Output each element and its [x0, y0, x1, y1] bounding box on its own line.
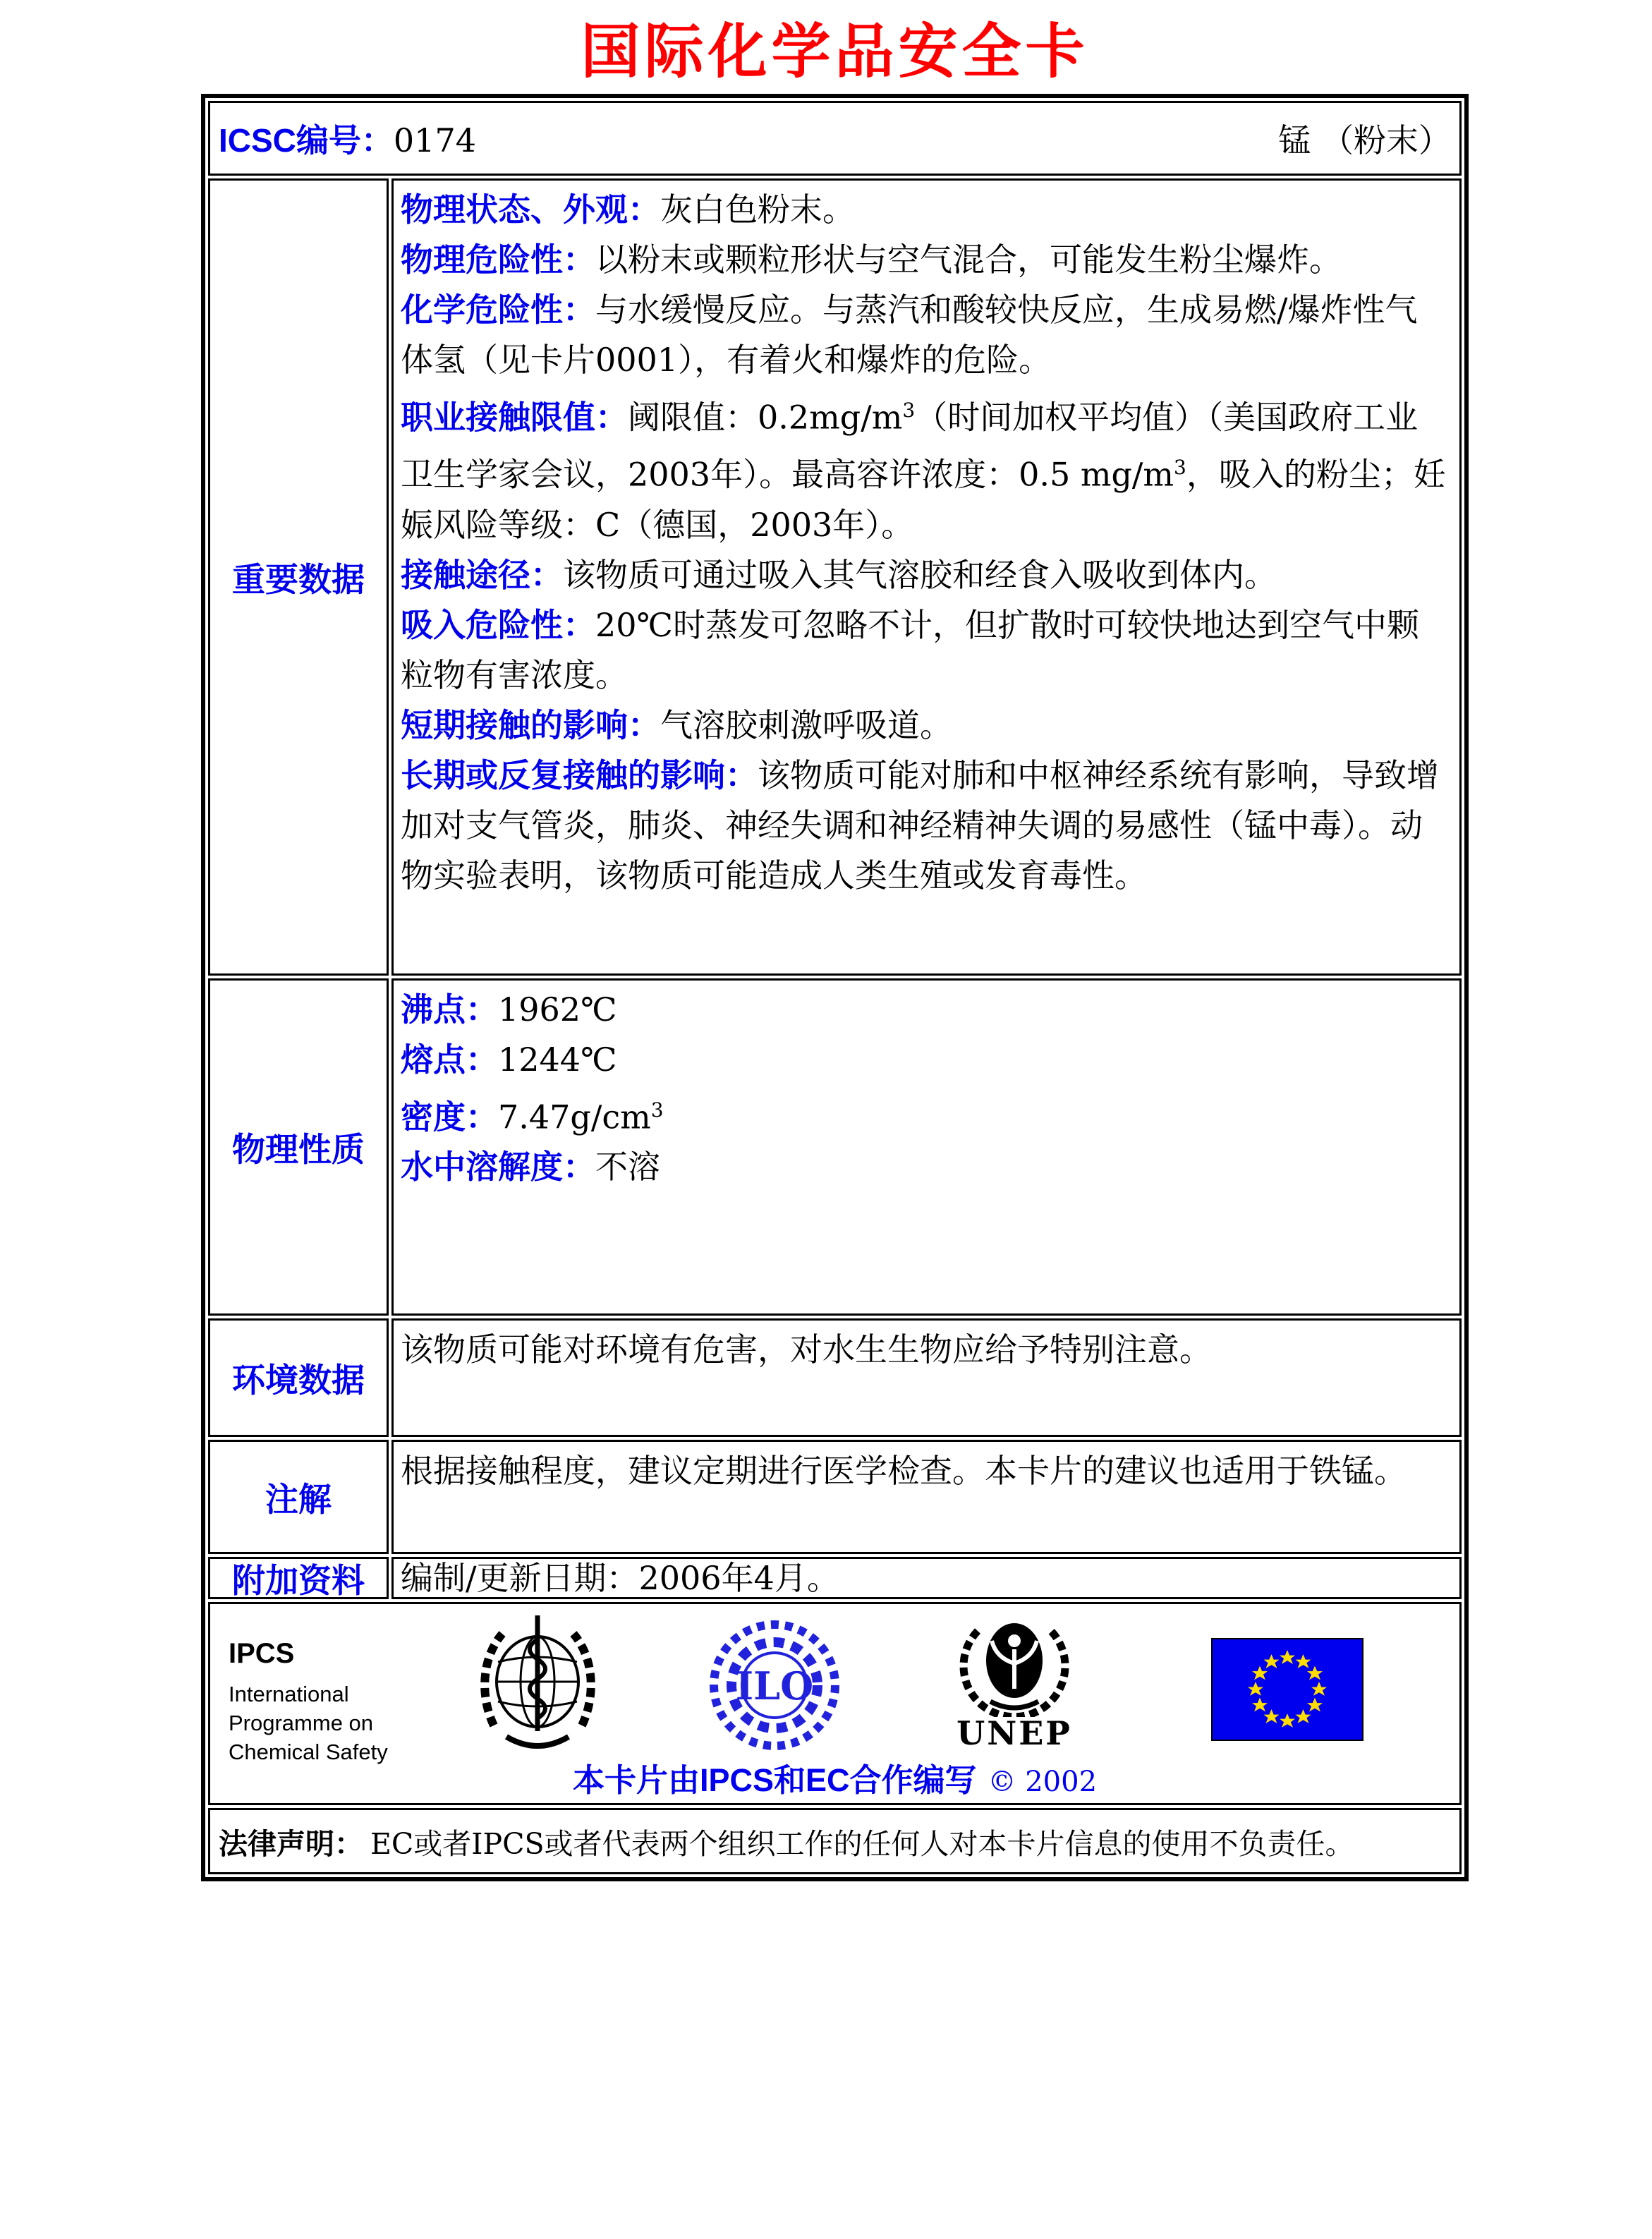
unep-caption: UNEP: [956, 1714, 1072, 1752]
field-text: 阈限值：0.2mg/m: [628, 398, 903, 437]
superscript: 3: [1174, 456, 1186, 480]
icsc-number-label: ICSC编号：: [219, 122, 394, 159]
eu-flag-icon: [1211, 1638, 1363, 1744]
icsc-number-value: 0174: [393, 121, 476, 159]
field-label: 熔点：: [401, 1041, 498, 1078]
unep-logo-icon: [951, 1610, 1078, 1752]
field-inhalation-risk: [401, 600, 1450, 700]
additional-info-row: [208, 1557, 1462, 1599]
header-cell: [208, 101, 1462, 176]
field-text: 1244℃: [498, 1040, 617, 1079]
field-text: 与水缓慢反应。与蒸汽和酸较快反应，生成易燃/爆炸性气体氢（见卡片0001），有着火和爆炸的危险。: [401, 291, 1418, 379]
field-text: ，吸入的粉尘；妊娠风险等级：C（德国，2003年）。: [401, 455, 1446, 544]
section-label-additional-info: 附加资料: [208, 1557, 389, 1599]
environmental-data-row: [208, 1318, 1462, 1437]
physical-properties-row: [208, 978, 1462, 1316]
ilo-logo-icon: [705, 1620, 844, 1754]
credit-year: © 2002: [988, 1766, 1098, 1798]
ilo-monogram: ILO: [735, 1663, 814, 1709]
field-melting-point: [401, 1035, 1450, 1085]
logos-row: [208, 1602, 1462, 1805]
who-logo-icon: [473, 1611, 603, 1759]
superscript: 3: [902, 399, 916, 422]
field-long-term-effects: [401, 751, 1450, 901]
substance-name: 锰 （粉末）: [1278, 121, 1451, 159]
physical-properties-content: [391, 978, 1462, 1316]
credit-text: 本卡片由IPCS和EC合作编写: [572, 1762, 977, 1798]
superscript: 3: [650, 1098, 664, 1122]
field-label: 物理状态、外观：: [401, 191, 660, 228]
field-water-solubility: [401, 1142, 1450, 1192]
icsc-table: [201, 94, 1469, 1881]
logos-cell: [208, 1602, 1462, 1805]
legal-notice-cell: [208, 1808, 1462, 1874]
field-boiling-point: [401, 985, 1450, 1035]
field-text: 该物质可通过吸入其气溶胶和经食入吸收到体内。: [563, 555, 1277, 594]
important-data-content: [391, 178, 1462, 976]
field-text: 20℃时蒸发可忽略不计，但扩散时可较快地达到空气中颗粒物有害浓度。: [401, 605, 1419, 694]
field-label: 物理危险性：: [401, 241, 595, 278]
field-short-term-effects: [401, 700, 1450, 751]
ipcs-subtitle-line: International: [229, 1682, 349, 1706]
field-label: 密度：: [401, 1098, 498, 1136]
header-row: [208, 101, 1462, 176]
field-physical-danger: [401, 235, 1450, 285]
ipcs-acronym: IPCS: [229, 1638, 295, 1669]
field-label: 化学危险性：: [401, 291, 595, 328]
field-text: 不溶: [595, 1148, 660, 1187]
field-text: 以粉末或颗粒形状与空气混合，可能发生粉尘爆炸。: [595, 241, 1342, 279]
field-label: 水中溶解度：: [401, 1148, 595, 1186]
section-label-notes: 注解: [208, 1440, 389, 1554]
field-label: 长期或反复接触的影响：: [401, 756, 758, 794]
ipcs-subtitle-line: Programme on: [229, 1711, 374, 1735]
credit-line: [210, 1754, 1459, 1800]
environmental-data-content: 该物质可能对环境有危害，对水生生物应给予特别注意。: [391, 1318, 1462, 1437]
section-label-environmental-data: 环境数据: [208, 1318, 389, 1437]
field-text: 灰白色粉末。: [660, 190, 855, 229]
section-label-physical-properties: 物理性质: [208, 978, 389, 1316]
legal-notice-row: [208, 1808, 1462, 1874]
field-exposure-routes: [401, 550, 1450, 600]
section-label-important-data: 重要数据: [208, 178, 389, 976]
important-data-row: [208, 178, 1462, 976]
field-chemical-danger: [401, 285, 1450, 385]
field-physical-state: [401, 185, 1450, 235]
legal-notice-text: EC或者IPCS或者代表两个组织工作的任何人对本卡片信息的使用不负责任。: [370, 1826, 1354, 1861]
field-label: 职业接触限值：: [401, 399, 628, 436]
ipcs-subtitle-line: Chemical Safety: [229, 1740, 388, 1764]
icsc-number-group: [219, 115, 476, 162]
legal-notice-label: 法律声明：: [219, 1827, 363, 1860]
additional-info-content: 编制/更新日期：2006年4月。: [391, 1557, 1462, 1599]
ipcs-block: [229, 1638, 388, 1766]
field-occupational-exposure-limits: [401, 385, 1450, 550]
field-text: 气溶胶刺激呼吸道。: [660, 705, 952, 744]
field-label: 接触途径：: [401, 556, 563, 593]
field-text: 该物质可能对肺和中枢神经系统有影响，导致增加对支气管炎，肺炎、神经失调和神经精神失调的易感性（锰中毒）。动物实验表明，该物质可能造成人类生殖或发育毒性。: [401, 756, 1439, 894]
field-text: 7.47g/cm: [498, 1098, 651, 1136]
field-density: [401, 1085, 1450, 1142]
field-label: 吸入危险性：: [401, 606, 595, 643]
page-title: 国际化学品安全卡: [581, 16, 1089, 86]
field-text: 1962℃: [498, 990, 617, 1029]
field-text: （时间加权平均值）（美国政府工业卫生学家会议，2003年）。最高容许浓度：0.5 mg/m: [401, 398, 1419, 494]
notes-content: 根据接触程度，建议定期进行医学检查。本卡片的建议也适用于铁锰。: [391, 1440, 1462, 1554]
notes-row: [208, 1440, 1462, 1554]
field-label: 短期接触的影响：: [401, 706, 660, 744]
field-label: 沸点：: [401, 991, 498, 1028]
